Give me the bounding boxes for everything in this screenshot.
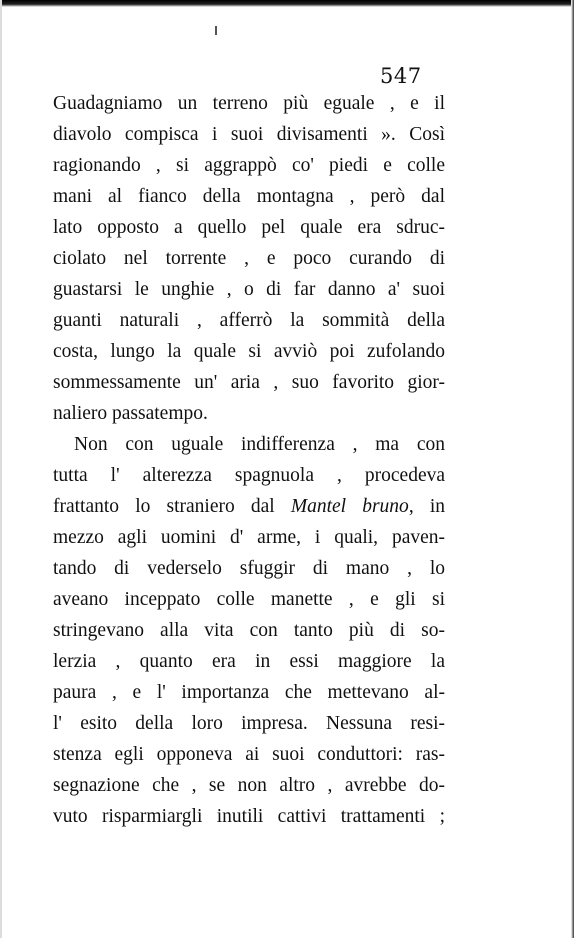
- text-line-with-italic: frattanto lo straniero dal Mantel bruno, in: [53, 496, 445, 517]
- text-line: stringevano alla vita con tanto più di so-: [53, 620, 445, 641]
- text-line: vuto risparmiargli inutili cattivi trattamenti ;: [53, 806, 445, 827]
- text-line: mezzo agli uomini d' arme, i quali, paven-: [53, 527, 445, 548]
- text-line: aveano inceppato colle manette , e gli si: [53, 589, 445, 610]
- text-line: ciolato nel torrente , e poco curando di: [53, 248, 445, 269]
- text-line: mani al fianco della montagna , però dal: [53, 186, 445, 207]
- text-line: tando di vederselo sfuggir di mano , lo: [53, 558, 445, 579]
- text-line: paura , e l' importanza che mettevano al-: [53, 682, 445, 703]
- italic-title: Mantel bruno: [290, 496, 409, 517]
- text-line: guanti naturali , afferrò la sommità della: [53, 310, 445, 331]
- text-line: lato opposto a quello pel quale era sdruc-: [53, 217, 445, 238]
- text-line: diavolo compisca i suoi divisamenti ». Così: [53, 124, 445, 145]
- text-line: tutta l' alterezza spagnuola , procedeva: [53, 465, 445, 486]
- text-line: stenza egli opponeva ai suoi conduttori: ras-: [53, 744, 445, 765]
- paragraph-first-line: Non con uguale indifferenza , ma con: [74, 434, 445, 455]
- text-line: costa, lungo la quale si avviò poi zufolando: [53, 341, 445, 362]
- text-line: guastarsi le unghie , o di far danno a' suoi: [53, 279, 445, 300]
- text-line: l' esito della loro impresa. Nessuna resi-: [53, 713, 445, 734]
- text-line: lerzia , quanto era in essi maggiore la: [53, 651, 445, 672]
- scan-artifact-mark: [215, 26, 217, 35]
- text-line: naliero passatempo.: [53, 403, 208, 424]
- text-line: sommessamente un' aria , suo favorito gior-: [53, 372, 445, 393]
- text-line: Guadagniamo un terreno più eguale , e il: [53, 93, 445, 114]
- text-line: segnazione che , se non altro , avrebbe do-: [53, 775, 445, 796]
- page-top-shadow: [0, 0, 574, 7]
- page-left-edge: [0, 0, 2, 938]
- text-line: ragionando , si aggrappò co' piedi e colle: [53, 155, 445, 176]
- page-number: 547: [380, 64, 422, 88]
